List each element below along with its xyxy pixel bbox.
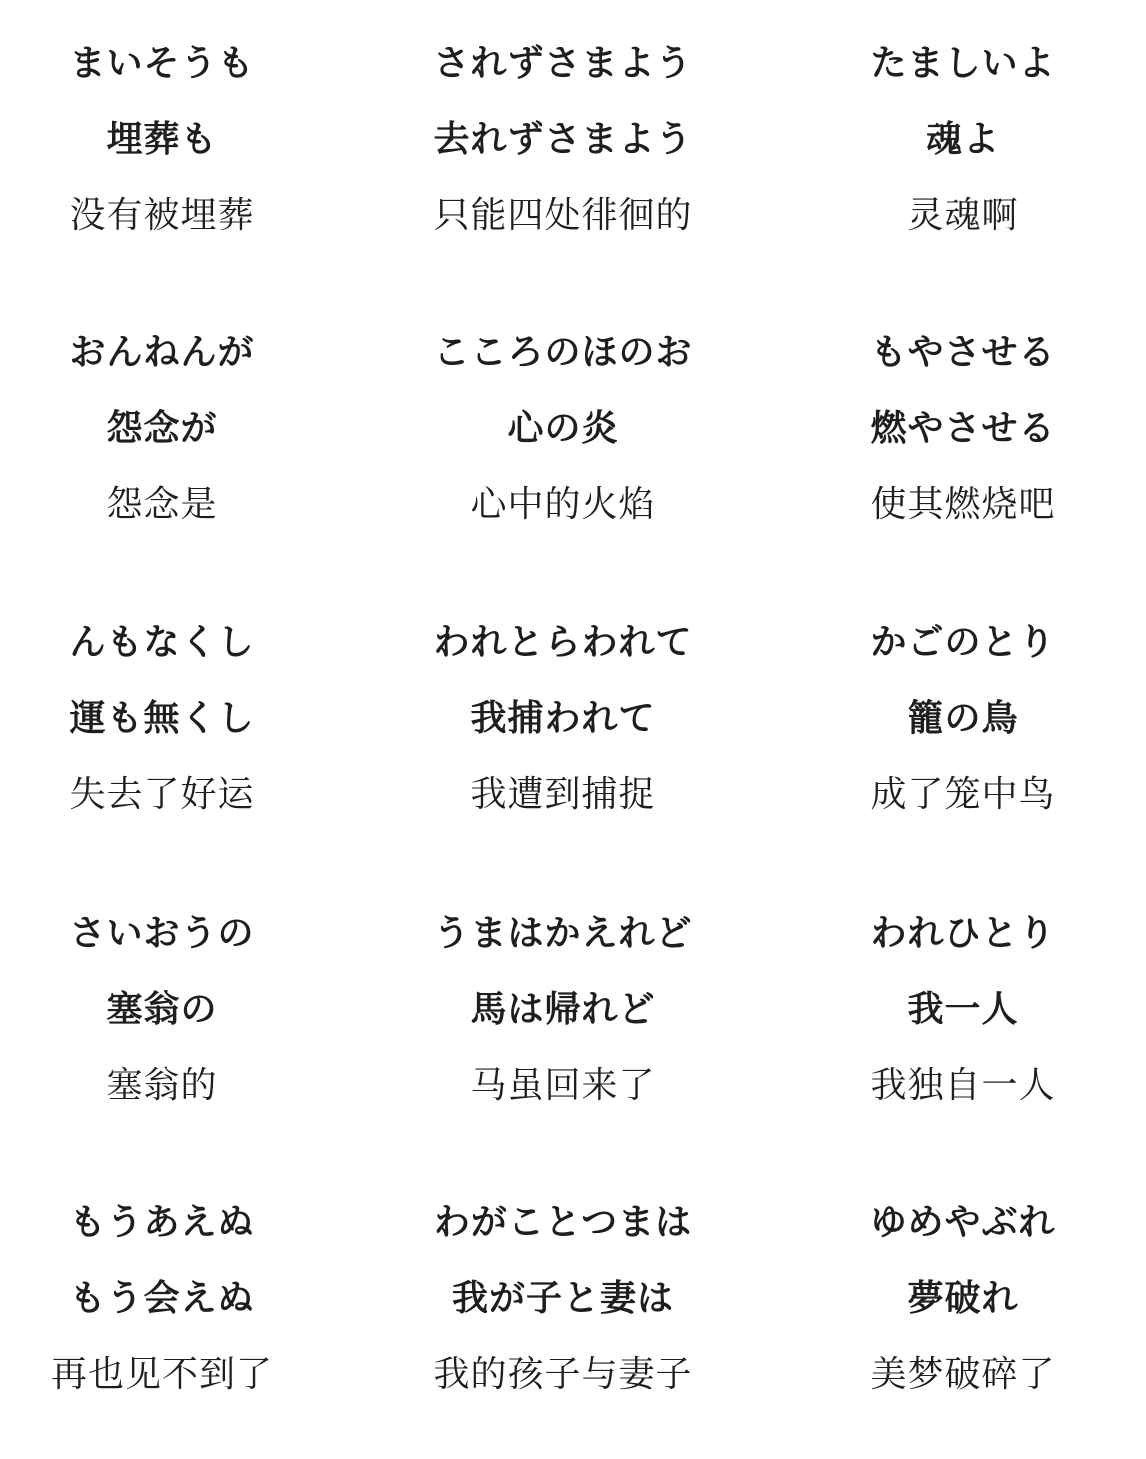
kana-line: さいおうの: [69, 913, 255, 954]
chinese-line: 心中的火焰: [470, 484, 656, 525]
chinese-line: 成了笼中鸟: [870, 774, 1056, 815]
chinese-line: 只能四处徘徊的: [433, 195, 693, 236]
kanji-line: 我が子と妻は: [451, 1278, 674, 1319]
stanza-cell: [0, 1201, 332, 1441]
kanji-line: 心の炎: [507, 408, 619, 449]
stanza-cell: [793, 912, 1133, 1152]
stanza-cell: [393, 1201, 733, 1441]
kanji-line: 運も無くし: [69, 698, 255, 739]
chinese-line: 没有被埋葬: [69, 195, 255, 236]
kana-line: うまはかえれど: [433, 913, 693, 954]
kana-line: ゆめやぶれ: [870, 1202, 1056, 1243]
kanji-line: 怨念が: [106, 408, 218, 449]
kana-line: んもなくし: [69, 622, 255, 663]
kana-line: かごのとり: [870, 622, 1056, 663]
chinese-line: 灵魂啊: [907, 195, 1019, 236]
kana-line: わがことつまは: [433, 1202, 693, 1243]
stanza-cell: [793, 621, 1133, 861]
kanji-line: 我捕われて: [470, 698, 656, 739]
kanji-line: 我一人: [907, 989, 1019, 1030]
chinese-line: 使其燃烧吧: [870, 484, 1056, 525]
chinese-line: 再也见不到了: [50, 1354, 273, 1395]
kanji-line: 夢破れ: [907, 1278, 1019, 1319]
chinese-line: 怨念是: [106, 484, 218, 525]
kanji-line: 魂よ: [925, 119, 1000, 160]
stanza-cell: [793, 1201, 1133, 1441]
chinese-line: 我遭到捕捉: [470, 774, 656, 815]
stanza-cell: [0, 621, 332, 861]
kanji-line: 塞翁の: [106, 989, 218, 1030]
stanza-cell: [393, 621, 733, 861]
stanza-cell: [0, 912, 332, 1152]
stanza-cell: [393, 42, 733, 282]
kanji-line: 燃やさせる: [870, 408, 1056, 449]
chinese-line: 我的孩子与妻子: [433, 1354, 693, 1395]
chinese-line: 塞翁的: [106, 1065, 218, 1106]
stanza-cell: [793, 42, 1133, 282]
kanji-line: 馬は帰れど: [470, 989, 656, 1030]
stanza-cell: [0, 42, 332, 282]
kanji-line: 埋葬も: [106, 119, 218, 160]
stanza-cell: [0, 331, 332, 571]
stanza-cell: [393, 331, 733, 571]
stanza-cell: [793, 331, 1133, 571]
kanji-line: もう会えぬ: [69, 1278, 255, 1319]
chinese-line: 失去了好运: [69, 774, 255, 815]
kana-line: まいそうも: [69, 43, 255, 84]
kanji-line: 籠の鳥: [907, 698, 1019, 739]
stanza-cell: [393, 912, 733, 1152]
kana-line: もやさせる: [870, 332, 1056, 373]
kana-line: われとらわれて: [433, 622, 693, 663]
kanji-line: 去れずさまよう: [433, 119, 693, 160]
kana-line: もうあえぬ: [69, 1202, 255, 1243]
kana-line: おんねんが: [69, 332, 255, 373]
chinese-line: 马虽回来了: [470, 1065, 656, 1106]
chinese-line: 美梦破碎了: [870, 1354, 1056, 1395]
kana-line: たましいよ: [870, 43, 1056, 84]
kana-line: されずさまよう: [433, 43, 693, 84]
chinese-line: 我独自一人: [870, 1065, 1056, 1106]
kana-line: こころのほのお: [433, 332, 693, 373]
kana-line: われひとり: [870, 913, 1056, 954]
